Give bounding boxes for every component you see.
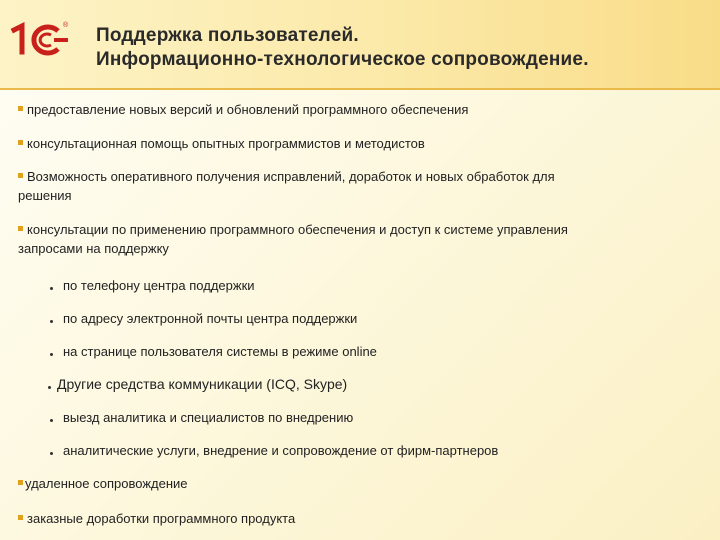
1c-logo <box>10 22 70 56</box>
square-bullet-icon <box>18 173 23 178</box>
list-item: заказные доработки программного продукта <box>18 509 295 528</box>
sub-list-item: выезд аналитика и специалистов по внедрению <box>50 408 353 427</box>
dot-bullet-icon <box>48 386 51 389</box>
page-title <box>96 24 589 72</box>
dot-bullet-icon <box>50 287 53 290</box>
title-line-2: Информационно-технологическое сопровождение. <box>96 49 589 70</box>
dot-bullet-icon <box>50 353 53 356</box>
square-bullet-icon <box>18 140 23 145</box>
list-item: предоставление новых версий и обновлений программного обеспечения <box>18 100 468 119</box>
square-bullet-icon <box>18 226 23 231</box>
dot-bullet-icon <box>50 419 53 422</box>
sub-list-item: по адресу электронной почты центра поддержки <box>50 309 357 328</box>
dot-bullet-icon <box>50 452 53 455</box>
sub-list-item: по телефону центра поддержки <box>50 276 255 295</box>
sub-list-item: Другие средства коммуникации (ICQ, Skype) <box>48 375 347 394</box>
title-line-1: Поддержка пользователей. <box>96 25 359 46</box>
list-item: удаленное сопровождение <box>18 474 188 493</box>
sub-list-item: на странице пользователя системы в режиме online <box>50 342 377 361</box>
registered-mark: ® <box>63 22 69 29</box>
list-item: консультации по применению программного обеспечения и доступ к системе управления запросами на поддержку <box>18 222 568 256</box>
header-divider <box>0 88 720 90</box>
square-bullet-icon <box>18 106 23 111</box>
list-item: консультационная помощь опытных программистов и методистов <box>18 134 425 153</box>
dot-bullet-icon <box>50 320 53 323</box>
list-item: Возможность оперативного получения исправлений, доработок и новых обработок для решения <box>18 169 555 203</box>
square-bullet-icon <box>18 480 23 485</box>
sub-list-item: аналитические услуги, внедрение и сопровождение от фирм-партнеров <box>50 441 498 460</box>
square-bullet-icon <box>18 515 23 520</box>
